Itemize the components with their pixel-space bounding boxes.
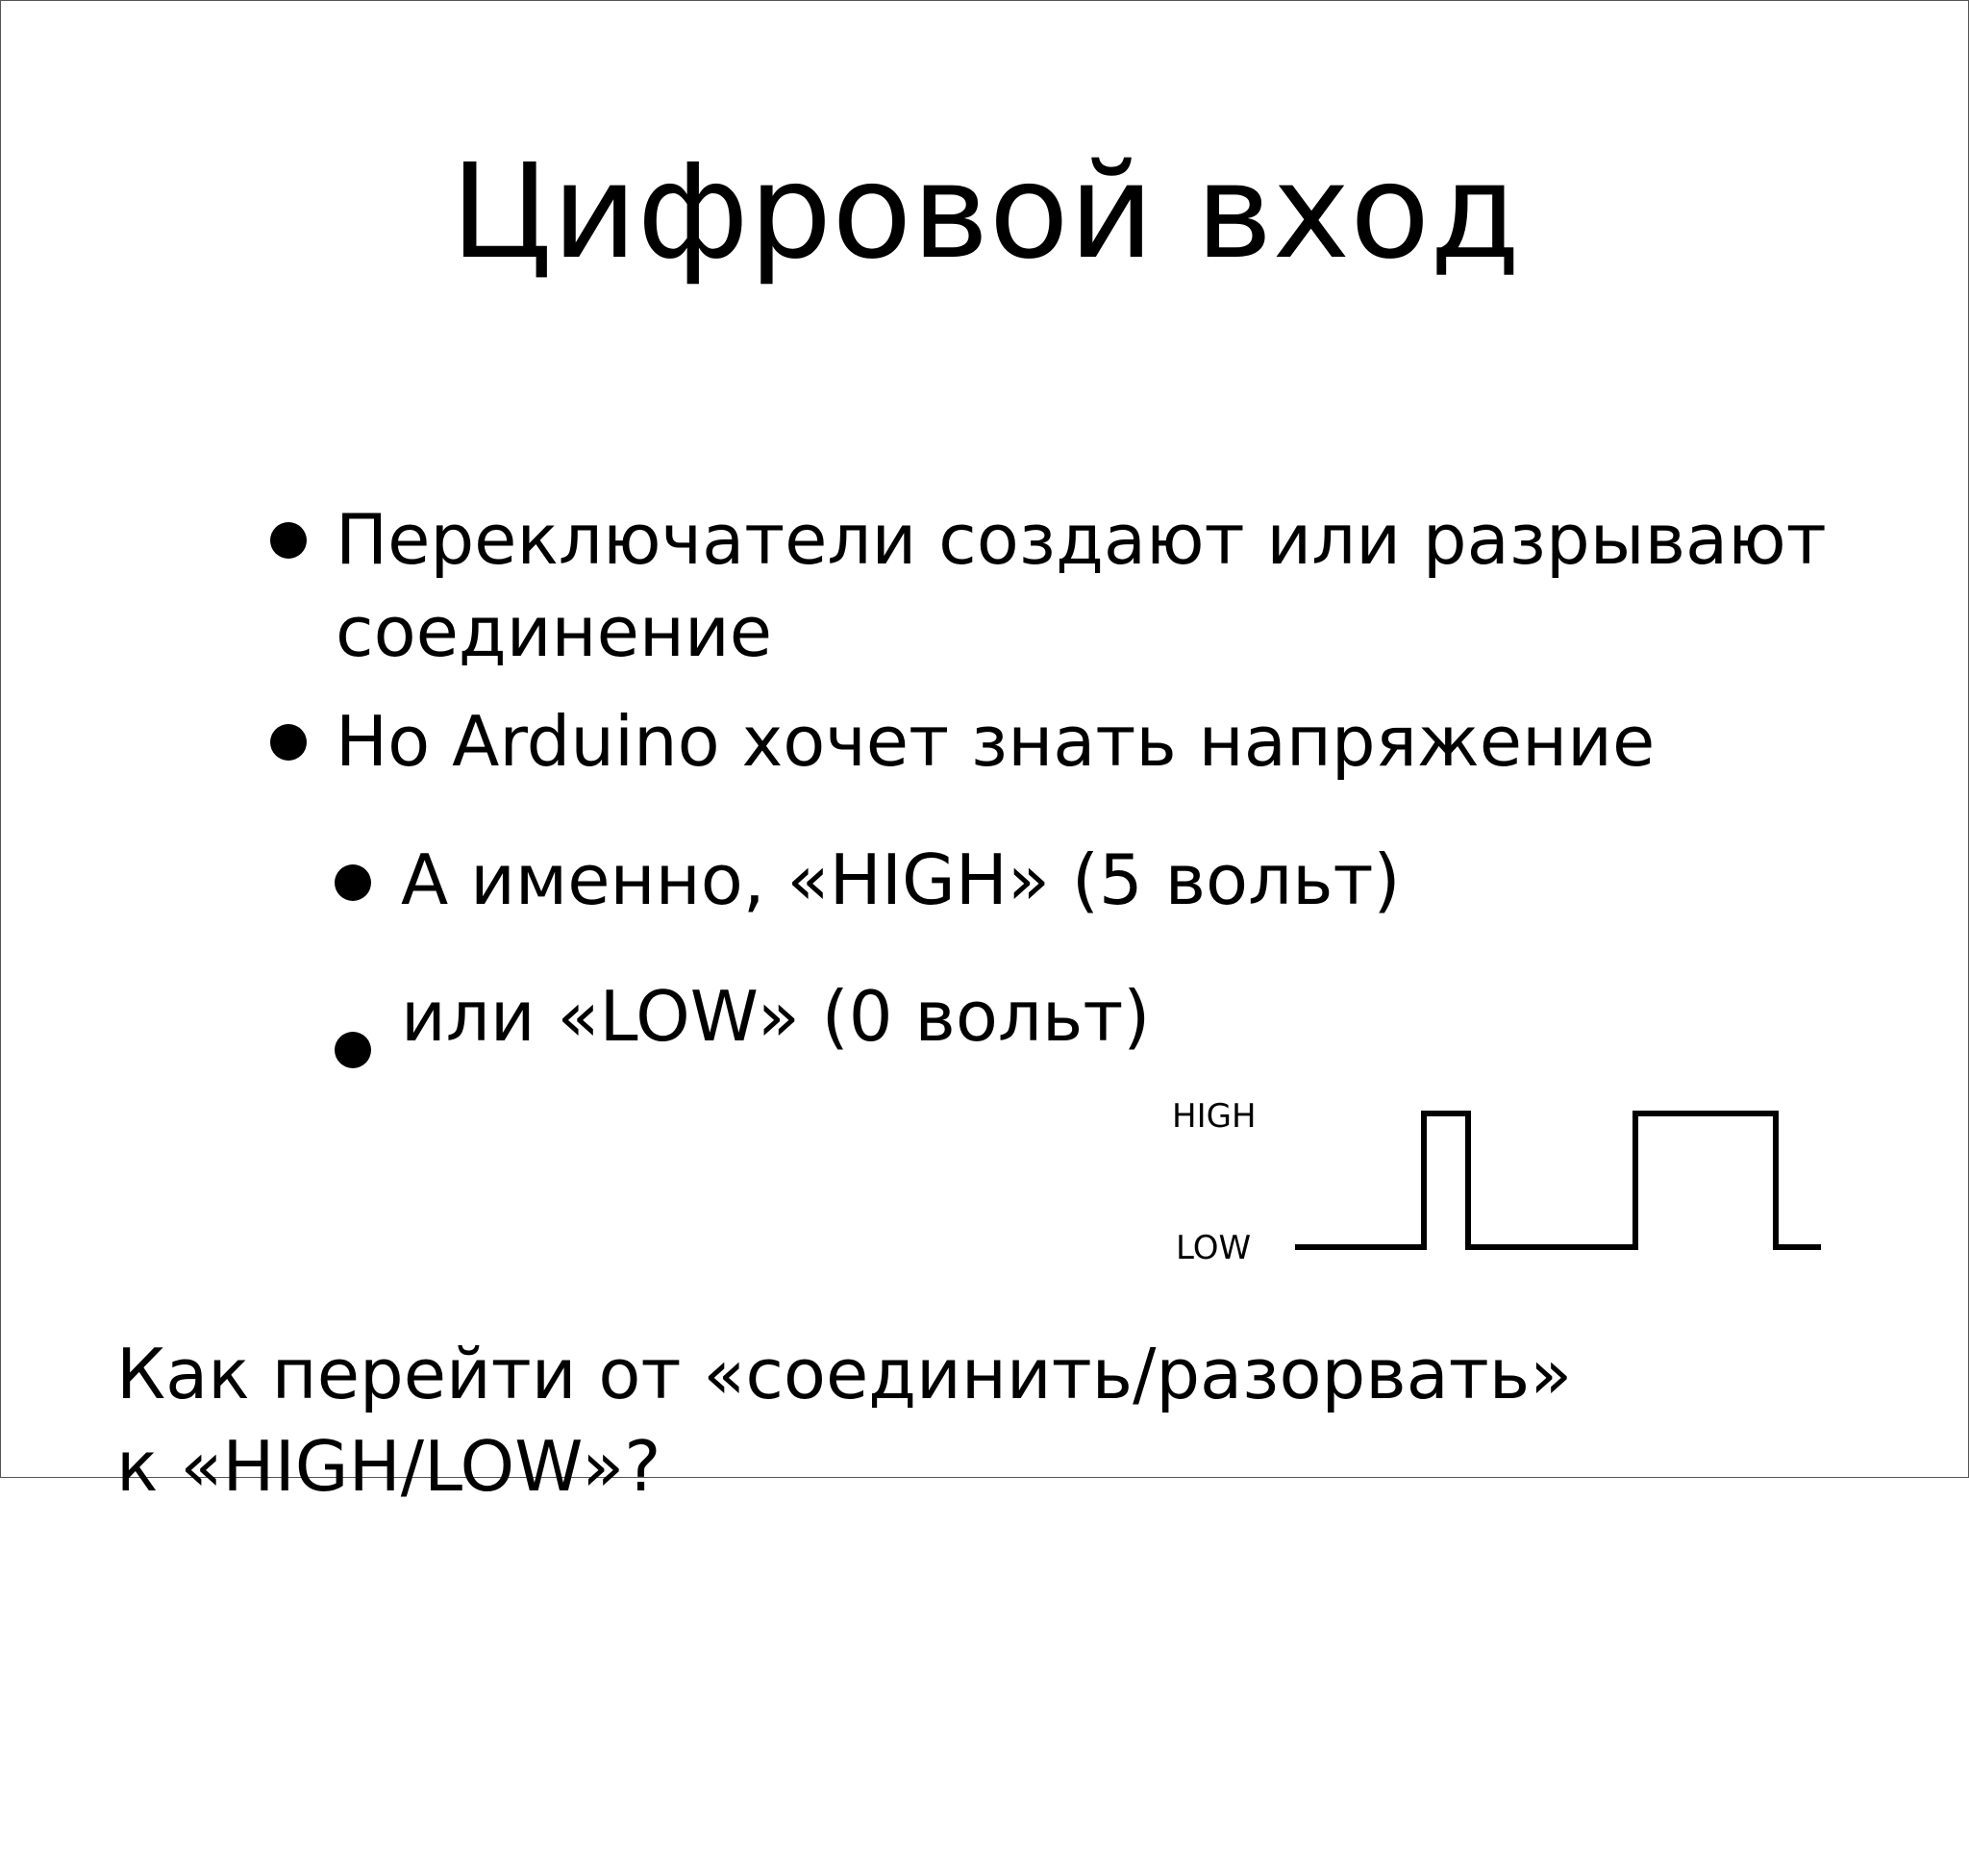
- signal-low-label: LOW: [1176, 1229, 1252, 1267]
- question-text: [116, 1328, 1572, 1513]
- sub-bullet-2: или «LOW» (0 вольт): [401, 976, 1151, 1057]
- question-line-2: к «HIGH/LOW»?: [116, 1426, 661, 1507]
- sub-bullet-1: А именно, «HIGH» (5 вольт): [401, 839, 1401, 920]
- sub-bullet-dot: [335, 864, 371, 901]
- bullet-dot: [270, 724, 307, 761]
- bullet-2: Но Arduino хочет знать напряжение: [336, 701, 1656, 782]
- sub-bullet-dot: [335, 1032, 371, 1068]
- bullet-1-line-2: соединение: [336, 591, 773, 672]
- question-line-1: Как перейти от «соединить/разорвать»: [116, 1334, 1573, 1414]
- signal-high-label: HIGH: [1172, 1097, 1257, 1136]
- bullet-1-line-1: Переключатели создают или разрывают: [336, 499, 1827, 580]
- signal-line: [1295, 1113, 1821, 1247]
- bullet-dot: [270, 522, 307, 559]
- slide-title: Цифровой вход: [450, 137, 1521, 288]
